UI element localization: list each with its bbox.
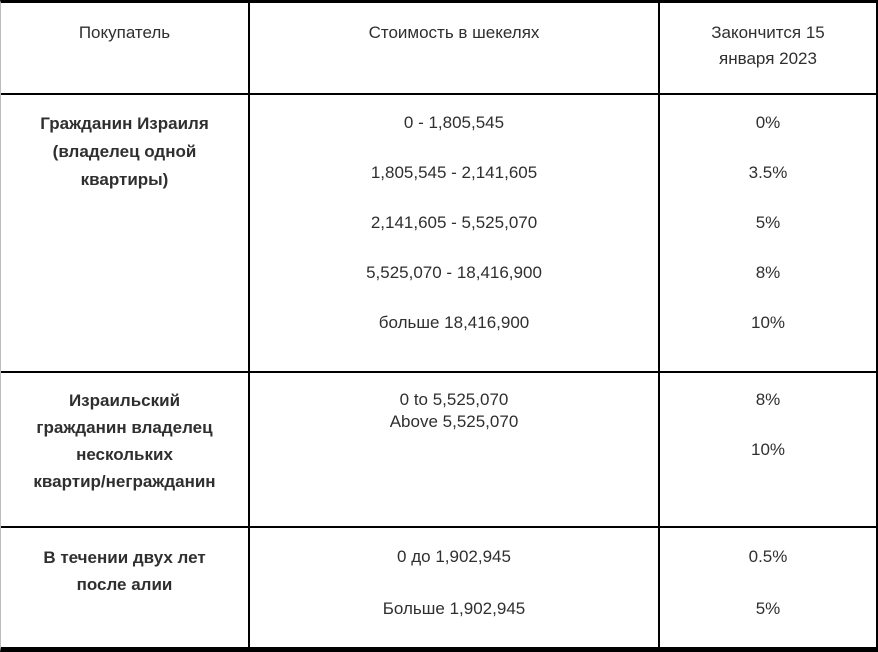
buyer-line: (владелец одной [52, 142, 197, 161]
price-range-line: 0 - 1,805,545 [403, 113, 505, 132]
buyer-line: квартиры) [80, 170, 169, 189]
tax-rates-cell [660, 373, 876, 528]
header-deadline-label: Закончится 15 января 2023 [711, 23, 825, 68]
buyer-cell-israeli-single [1, 95, 250, 373]
buyer-cell-aliyah [1, 528, 250, 647]
header-buyer [1, 3, 250, 95]
buyer-line: Гражданин Израиля [40, 114, 209, 133]
tax-rates-cell [660, 95, 876, 373]
price-range-line: 0 to 5,525,070 [399, 390, 509, 409]
tax-rates-cell [660, 528, 876, 647]
buyer-line: нескольких [76, 445, 173, 464]
price-range-line: 0 до 1,902,945 [397, 547, 511, 566]
header-buyer-label: Покупатель [78, 23, 171, 42]
buyer-cell-multi-noncitizen [1, 373, 250, 528]
tax-rate-line: 8% [755, 390, 781, 409]
tax-rate-line: 10% [750, 313, 786, 332]
tax-rate-line: 8% [755, 263, 781, 282]
buyer-line: В течении двух лет [43, 548, 206, 567]
price-ranges-cell [250, 373, 660, 528]
tax-rate-line: 3.5% [748, 163, 788, 182]
price-range-line: больше 18,416,900 [378, 313, 530, 332]
price-range-line: 2,141,605 - 5,525,070 [370, 213, 538, 232]
header-deadline [660, 3, 876, 95]
buyer-line: квартир/негражданин [33, 472, 216, 491]
tax-rate-line: 10% [750, 440, 786, 459]
price-range-line: Больше 1,902,945 [382, 599, 526, 618]
header-cost-label: Стоимость в шекелях [368, 23, 540, 42]
buyer-line: после алии [76, 575, 173, 594]
price-ranges-cell [250, 95, 660, 373]
tax-rate-line: 5% [755, 213, 781, 232]
tax-rate-line: 5% [755, 599, 781, 618]
header-cost [250, 3, 660, 95]
price-range-line: 5,525,070 - 18,416,900 [366, 263, 542, 282]
price-ranges-cell [250, 528, 660, 647]
buyer-line: гражданин владелец [36, 418, 213, 437]
price-range-line: 1,805,545 - 2,141,605 [370, 163, 538, 182]
buyer-line: Израильский [68, 391, 181, 410]
tax-rate-line: 0.5% [748, 547, 788, 566]
price-range-line: Above 5,525,070 [389, 412, 519, 431]
tax-rate-line: 0% [755, 113, 781, 132]
